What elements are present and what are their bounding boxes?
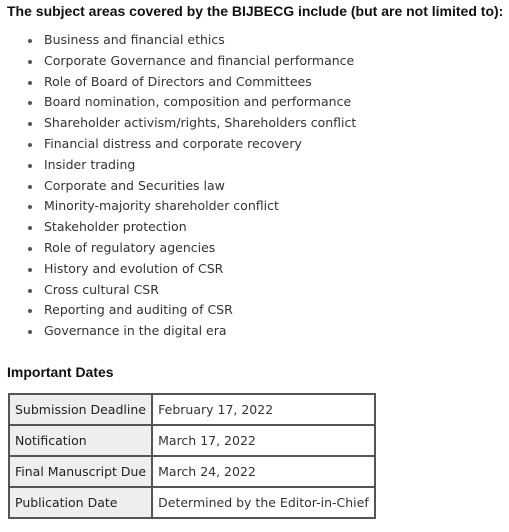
date-value: February 17, 2022 (152, 394, 375, 425)
table-row (9, 394, 375, 425)
list-item-text: Minority-majority shareholder conflict (44, 198, 279, 214)
list-item-text: Cross cultural CSR (44, 281, 159, 297)
list-item-text: Board nomination, composition and performance (44, 94, 352, 110)
list-item (0, 196, 356, 217)
date-label: Submission Deadline (9, 394, 152, 425)
list-item (0, 134, 356, 155)
bullet-icon (28, 205, 32, 209)
list-item (0, 321, 356, 342)
list-item-text: History and evolution of CSR (44, 260, 224, 276)
bullet-icon (28, 143, 32, 147)
list-item (0, 238, 356, 259)
list-item (0, 92, 356, 113)
bullet-icon (28, 164, 32, 168)
list-item-text: Role of regulatory agencies (44, 239, 216, 255)
list-item (0, 259, 356, 280)
list-item-text: Stakeholder protection (44, 219, 187, 235)
subject-areas-heading: The subject areas covered by the BIJBECG include (but are not limited to): (7, 3, 504, 19)
date-value: Determined by the Editor-in-Chief (152, 487, 375, 518)
list-item-text: Corporate Governance and financial performance (44, 52, 355, 68)
bullet-icon (28, 330, 32, 334)
list-item-text: Shareholder activism/rights, Shareholders conflict (44, 115, 357, 131)
table-row (9, 487, 375, 518)
list-item (0, 51, 356, 72)
list-item-text: Role of Board of Directors and Committees (44, 73, 312, 89)
bullet-icon (28, 289, 32, 293)
bullet-icon (28, 247, 32, 251)
list-item (0, 280, 356, 301)
list-item (0, 30, 356, 51)
bullet-icon (28, 226, 32, 230)
list-item (0, 72, 356, 93)
list-item (0, 217, 356, 238)
important-dates-heading: Important Dates (7, 364, 114, 380)
subject-areas-list (0, 30, 356, 342)
list-item-text: Corporate and Securities law (44, 177, 225, 193)
list-item-text: Financial distress and corporate recovery (44, 135, 302, 151)
bullet-icon (28, 101, 32, 105)
bullet-icon (28, 122, 32, 126)
table-row (9, 425, 375, 456)
bullet-icon (28, 185, 32, 189)
date-value: March 24, 2022 (152, 456, 375, 487)
list-item (0, 155, 356, 176)
list-item-text: Insider trading (44, 156, 136, 172)
bullet-icon (28, 81, 32, 85)
table-row (9, 456, 375, 487)
bullet-icon (28, 309, 32, 313)
list-item-text: Reporting and auditing of CSR (44, 302, 233, 318)
date-label: Publication Date (9, 487, 152, 518)
date-label: Final Manuscript Due (9, 456, 152, 487)
list-item (0, 300, 356, 321)
list-item (0, 176, 356, 197)
bullet-icon (28, 39, 32, 43)
list-item (0, 113, 356, 134)
date-value: March 17, 2022 (152, 425, 375, 456)
important-dates-table (8, 393, 376, 519)
bullet-icon (28, 268, 32, 272)
list-item-text: Business and financial ethics (44, 32, 225, 47)
bullet-icon (28, 60, 32, 64)
list-item-text: Governance in the digital era (44, 323, 227, 339)
date-label: Notification (9, 425, 152, 456)
